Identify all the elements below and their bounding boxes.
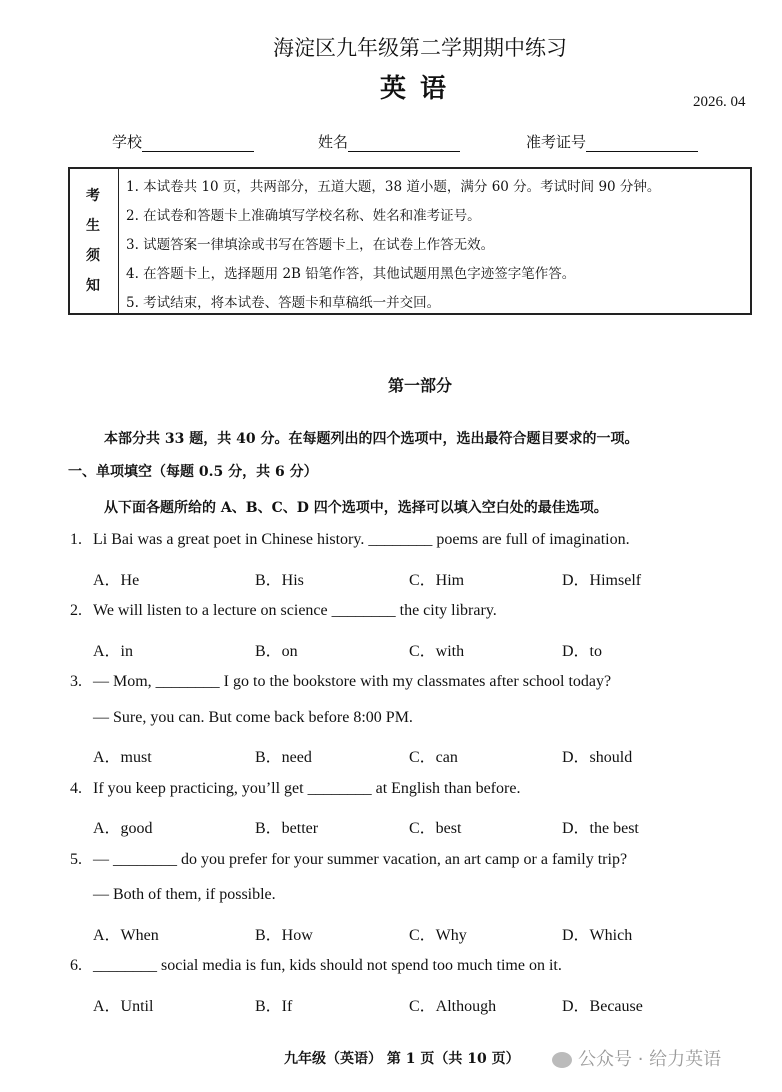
answer-option: D．should: [562, 749, 633, 766]
exam-date: 2026. 04: [693, 94, 746, 110]
question-text: — Sure, you can. But come back before 8:00 PM.: [93, 708, 413, 726]
exam-notice-box: [68, 167, 752, 315]
answer-option: B．on: [255, 642, 298, 660]
question-text: — ________ do you prefer for your summer vacation, an art camp or a family trip?: [93, 850, 628, 868]
answer-option: A．When: [93, 926, 159, 944]
answer-option: A．He: [93, 571, 140, 589]
answer-option: A．Until: [93, 997, 154, 1015]
side-char: 考: [86, 188, 100, 204]
school-label: 学校: [112, 133, 143, 151]
answer-option: C．Why: [409, 926, 467, 944]
notice-item: 3. 试题答案一律填涂或书写在答题卡上，在试卷上作答无效。: [126, 237, 495, 253]
question-text: — Both of them, if possible.: [93, 886, 276, 903]
exam-id-field: [526, 131, 698, 152]
name-field: [318, 131, 460, 152]
answer-option: B．How: [255, 926, 313, 944]
question-number: 3.: [70, 673, 82, 690]
side-char: 须: [86, 248, 100, 264]
answer-option: C．can: [409, 749, 458, 766]
question-number: 2.: [70, 602, 82, 619]
answer-option: D．Himself: [562, 571, 642, 589]
question-number: 4.: [70, 779, 82, 797]
section-instruction: 从下面各题所给的 A、B、C、D 四个选项中，选择可以填入空白处的最佳选项。: [104, 500, 608, 516]
question-text: — Mom, ________ I go to the bookstore with my classmates after school today?: [93, 673, 612, 690]
notice-item: 2. 在试卷和答题卡上准确填写学校名称、姓名和准考证号。: [126, 208, 481, 224]
answer-option: C．Although: [409, 997, 497, 1015]
notice-side-label: [70, 169, 119, 313]
exam-id-label: 准考证号: [526, 133, 587, 151]
notice-item: 4. 在答题卡上，选择题用 2B 铅笔作答，其他试题用黑色字迹签字笔作答。: [126, 266, 576, 282]
answer-option: A．good: [93, 820, 153, 837]
page-footer: 九年级（英语） 第 1 页（共 10 页）: [284, 1051, 520, 1067]
question-text: ________ social media is fun, kids should not spend too much time on it.: [93, 957, 562, 974]
part-title: 第一部分: [387, 376, 452, 395]
answer-option: B．need: [255, 749, 312, 766]
school-field: [112, 131, 254, 152]
side-char: 生: [86, 218, 100, 234]
answer-option: A．must: [93, 749, 152, 766]
exam-title: 海淀区九年级第二学期期中练习: [273, 36, 567, 60]
side-char: 知: [86, 278, 100, 294]
question-number: 6.: [70, 957, 82, 974]
subject-title: 英语: [379, 74, 460, 104]
notice-item: 1. 本试卷共 10 页，共两部分，五道大题，38 道小题，满分 60 分。考试时间 90 分钟。: [126, 179, 661, 195]
answer-option: D．the best: [562, 820, 639, 837]
answer-option: D．Which: [562, 926, 633, 944]
exam-id-blank: [586, 135, 698, 152]
watermark: [552, 1045, 721, 1071]
question-text: If you keep practicing, you’ll get ________ at English than before.: [93, 779, 521, 797]
question-number: 1.: [70, 531, 82, 548]
answer-option: C．best: [409, 820, 462, 837]
part-intro: 本部分共 33 题，共 40 分。在每题列出的四个选项中，选出最符合题目要求的一项。: [104, 431, 639, 447]
question-text: Li Bai was a great poet in Chinese history. ________ poems are full of imagination.: [93, 531, 630, 548]
answer-option: C．with: [409, 642, 465, 660]
section-heading: 一、单项填空（每题 0.5 分，共 6 分）: [68, 464, 318, 480]
watermark-text: 公众号 · 给力英语: [578, 1049, 722, 1070]
answer-option: D．Because: [562, 997, 643, 1015]
question-text: We will listen to a lecture on science ________ the city library.: [93, 602, 497, 619]
answer-option: B．His: [255, 571, 304, 589]
answer-option: A．in: [93, 642, 134, 660]
question-number: 5.: [70, 850, 82, 868]
answer-option: B．If: [255, 997, 293, 1015]
notice-item: 5. 考试结束，将本试卷、答题卡和草稿纸一并交回。: [126, 295, 441, 311]
name-label: 姓名: [318, 133, 349, 151]
school-blank: [142, 135, 254, 152]
answer-option: B．better: [255, 820, 319, 837]
wechat-icon: [552, 1052, 572, 1068]
name-blank: [348, 135, 460, 152]
answer-option: C．Him: [409, 571, 465, 589]
answer-option: D．to: [562, 642, 603, 660]
